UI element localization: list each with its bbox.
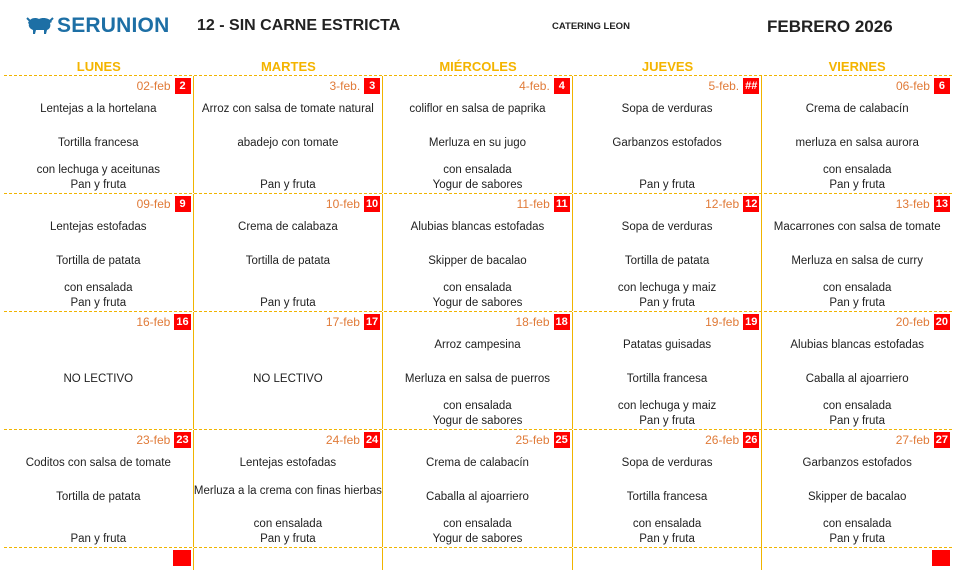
- second-course: Tortilla de patata: [245, 255, 331, 267]
- second-course: NO LECTIVO: [63, 373, 134, 385]
- second-course: Tortilla francesa: [626, 373, 708, 385]
- day-cell: [4, 76, 194, 193]
- date-label: 27-feb: [895, 433, 930, 447]
- dessert: Yogur de sabores: [432, 297, 523, 309]
- first-course: Crema de calabaza: [238, 221, 338, 233]
- day-cell: [762, 194, 952, 311]
- second-course: NO LECTIVO: [253, 373, 323, 385]
- dessert: Pan y fruta: [829, 415, 885, 427]
- trailing-cell: [4, 548, 194, 570]
- side-dish: con ensalada: [443, 282, 512, 294]
- second-course: Merluza en salsa de curry: [791, 255, 923, 267]
- second-course: Merluza en su jugo: [428, 137, 527, 149]
- date-label: 10-feb: [325, 197, 360, 211]
- date-row: [896, 314, 950, 330]
- dessert: Pan y fruta: [639, 533, 695, 545]
- dessert: Pan y fruta: [829, 179, 885, 191]
- date-label: 13-feb: [895, 197, 930, 211]
- date-label: 16-feb: [136, 315, 171, 329]
- day-header-thursday: JUEVES: [641, 59, 694, 74]
- empty-date-badge: [932, 550, 950, 566]
- date-badge: ##: [745, 80, 758, 92]
- date-row: [516, 432, 570, 448]
- first-course: Lentejas a la hortelana: [40, 103, 157, 115]
- date-label: 17-feb: [325, 315, 360, 329]
- week-row: [4, 76, 952, 194]
- date-label: 25-feb: [515, 433, 550, 447]
- day-cell: [762, 430, 952, 547]
- date-label: 11-feb: [516, 197, 550, 211]
- dessert: Pan y fruta: [260, 179, 316, 191]
- day-cell: [573, 312, 763, 429]
- trailing-cell: [762, 548, 952, 570]
- date-badge: 17: [365, 316, 379, 328]
- menu-title: 12 - SIN CARNE ESTRICTA: [197, 17, 401, 34]
- side-dish: con ensalada: [253, 518, 323, 530]
- date-badge: 20: [935, 316, 948, 328]
- date-badge: 13: [935, 198, 948, 210]
- trailing-row: [4, 548, 952, 570]
- date-badge: 10: [365, 198, 379, 210]
- first-course: Crema de calabacín: [805, 103, 909, 115]
- date-badge: 25: [555, 434, 568, 446]
- date-row: [326, 196, 380, 212]
- date-row: [516, 314, 570, 330]
- first-course: Lentejas estofadas: [50, 221, 147, 233]
- trailing-cell: [383, 548, 573, 570]
- second-course: Tortilla francesa: [58, 137, 139, 149]
- day-cell: [194, 312, 384, 429]
- side-dish: con ensalada: [443, 400, 512, 412]
- day-cell: [573, 430, 763, 547]
- date-label: 20-feb: [895, 315, 930, 329]
- trailing-cell: [573, 548, 763, 570]
- day-headers: [4, 58, 952, 76]
- date-row: [326, 432, 380, 448]
- dessert: Pan y fruta: [639, 179, 695, 191]
- date-row: [896, 78, 950, 94]
- month-title: FEBRERO 2026: [767, 17, 893, 36]
- date-label: 5-feb.: [708, 79, 740, 93]
- empty-date-badge: [173, 550, 191, 566]
- first-course: Coditos con salsa de tomate: [25, 457, 171, 469]
- day-cell: [4, 312, 194, 429]
- second-course: Caballa al ajoarriero: [426, 491, 529, 503]
- date-badge: 24: [365, 434, 379, 446]
- dessert: Pan y fruta: [829, 533, 885, 545]
- side-dish: con ensalada: [632, 518, 702, 530]
- date-row: [137, 78, 191, 94]
- second-course: Tortilla francesa: [626, 491, 708, 503]
- dessert: Pan y fruta: [70, 533, 127, 545]
- first-course: Sopa de verduras: [621, 221, 713, 233]
- date-badge: 18: [555, 316, 568, 328]
- date-row: [326, 314, 380, 330]
- side-dish: con lechuga y aceitunas: [36, 164, 160, 176]
- date-badge: 23: [176, 434, 189, 446]
- dessert: Pan y fruta: [829, 297, 885, 309]
- date-label: 3-feb.: [329, 79, 361, 93]
- dessert: Yogur de sabores: [432, 415, 523, 427]
- first-course: Arroz con salsa de tomate natural: [201, 103, 374, 115]
- day-cell: [194, 430, 384, 547]
- date-label: 09-feb: [136, 197, 171, 211]
- day-cell: [4, 194, 194, 311]
- date-row: [896, 196, 950, 212]
- dessert: Yogur de sabores: [432, 533, 523, 545]
- date-row: [136, 314, 190, 330]
- second-course: merluza en salsa aurora: [795, 137, 919, 149]
- day-cell: [762, 76, 952, 193]
- day-header-wednesday: MIÉRCOLES: [439, 59, 517, 74]
- first-course: Lentejas estofadas: [239, 457, 337, 469]
- day-cell: [194, 76, 384, 193]
- date-badge: 11: [554, 196, 570, 212]
- second-course: Tortilla de patata: [56, 255, 141, 267]
- day-cell: [383, 430, 573, 547]
- day-cell: [383, 194, 573, 311]
- second-course: Skipper de bacalao: [428, 255, 527, 267]
- date-badge: 4: [554, 78, 570, 94]
- first-course: coliflor en salsa de paprika: [409, 103, 546, 115]
- week-row: [4, 312, 952, 430]
- side-dish: con ensalada: [822, 400, 892, 412]
- side-dish: con ensalada: [822, 282, 892, 294]
- side-dish: con ensalada: [64, 282, 133, 294]
- side-dish: con ensalada: [822, 164, 892, 176]
- serunion-logo: [26, 14, 169, 38]
- date-label: 4-feb.: [519, 79, 550, 93]
- date-badge: 2: [175, 78, 191, 94]
- bull-icon: [26, 15, 54, 37]
- dessert: Pan y fruta: [70, 297, 127, 309]
- first-course: Garbanzos estofados: [802, 457, 912, 469]
- day-header-tuesday: MARTES: [260, 59, 316, 74]
- second-course: Merluza en salsa de puerros: [404, 373, 551, 385]
- date-badge: 12: [745, 198, 758, 210]
- page-header: [0, 0, 958, 58]
- date-row: [137, 196, 191, 212]
- date-row: [136, 432, 190, 448]
- date-badge: 16: [176, 316, 189, 328]
- date-badge: 19: [745, 316, 758, 328]
- week-row: [4, 430, 952, 548]
- dessert: Pan y fruta: [70, 179, 127, 191]
- day-cell: [383, 312, 573, 429]
- date-badge: 6: [934, 78, 950, 94]
- trailing-cell: [194, 548, 384, 570]
- date-label: 18-feb: [515, 315, 550, 329]
- second-course: Garbanzos estofados: [612, 137, 722, 149]
- first-course: Sopa de verduras: [621, 103, 713, 115]
- side-dish: con lechuga y maiz: [617, 282, 717, 294]
- date-label: 23-feb: [136, 433, 171, 447]
- date-row: [896, 432, 950, 448]
- side-dish: con ensalada: [822, 518, 892, 530]
- day-cell: [383, 76, 573, 193]
- first-course: Arroz campesina: [434, 339, 521, 351]
- date-badge: 26: [745, 434, 758, 446]
- date-label: 26-feb: [705, 433, 740, 447]
- day-cell: [573, 194, 763, 311]
- date-label: 02-feb: [136, 79, 171, 93]
- second-course: abadejo con tomate: [237, 137, 339, 149]
- day-cell: [194, 194, 384, 311]
- first-course: Sopa de verduras: [621, 457, 713, 469]
- second-course: Caballa al ajoarriero: [805, 373, 909, 385]
- date-row: [519, 78, 570, 94]
- side-dish: con ensalada: [443, 164, 512, 176]
- date-label: 12-feb: [705, 197, 740, 211]
- date-row: [705, 196, 759, 212]
- weeks: [4, 76, 952, 548]
- dessert: Pan y fruta: [260, 297, 316, 309]
- dessert: Yogur de sabores: [432, 179, 523, 191]
- first-course: Alubias blancas estofadas: [790, 339, 924, 351]
- brand-name: SERUNION: [57, 14, 170, 37]
- date-row: [517, 196, 570, 212]
- first-course: Macarrones con salsa de tomate: [773, 221, 941, 233]
- date-row: [708, 78, 759, 94]
- date-row: [330, 78, 381, 94]
- day-header-monday: LUNES: [76, 59, 121, 74]
- first-course: Crema de calabacín: [426, 457, 529, 469]
- day-header-friday: VIERNES: [828, 59, 886, 74]
- date-label: 24-feb: [325, 433, 360, 447]
- day-cell: [4, 430, 194, 547]
- dessert: Pan y fruta: [639, 415, 695, 427]
- date-label: 06-feb: [895, 79, 930, 93]
- date-badge: 3: [364, 78, 380, 94]
- menu-calendar: [4, 58, 952, 570]
- second-course: Tortilla de patata: [56, 491, 141, 503]
- day-cell: [573, 76, 763, 193]
- second-course: Tortilla de patata: [624, 255, 710, 267]
- date-label: 19-feb: [705, 315, 740, 329]
- dessert: Pan y fruta: [260, 533, 316, 545]
- side-dish: con lechuga y maiz: [617, 400, 717, 412]
- week-row: [4, 194, 952, 312]
- day-cell: [762, 312, 952, 429]
- first-course: Patatas guisadas: [622, 339, 712, 351]
- first-course: Alubias blancas estofadas: [410, 221, 545, 233]
- second-course: Skipper de bacalao: [807, 491, 907, 503]
- date-row: [705, 432, 759, 448]
- side-dish: con ensalada: [443, 518, 512, 530]
- date-row: [705, 314, 759, 330]
- date-badge: 27: [935, 434, 948, 446]
- catering-label: CATERING LEON: [552, 21, 630, 32]
- second-course: Merluza a la crema con finas hierbas: [193, 485, 382, 497]
- date-badge: 9: [175, 196, 191, 212]
- dessert: Pan y fruta: [639, 297, 695, 309]
